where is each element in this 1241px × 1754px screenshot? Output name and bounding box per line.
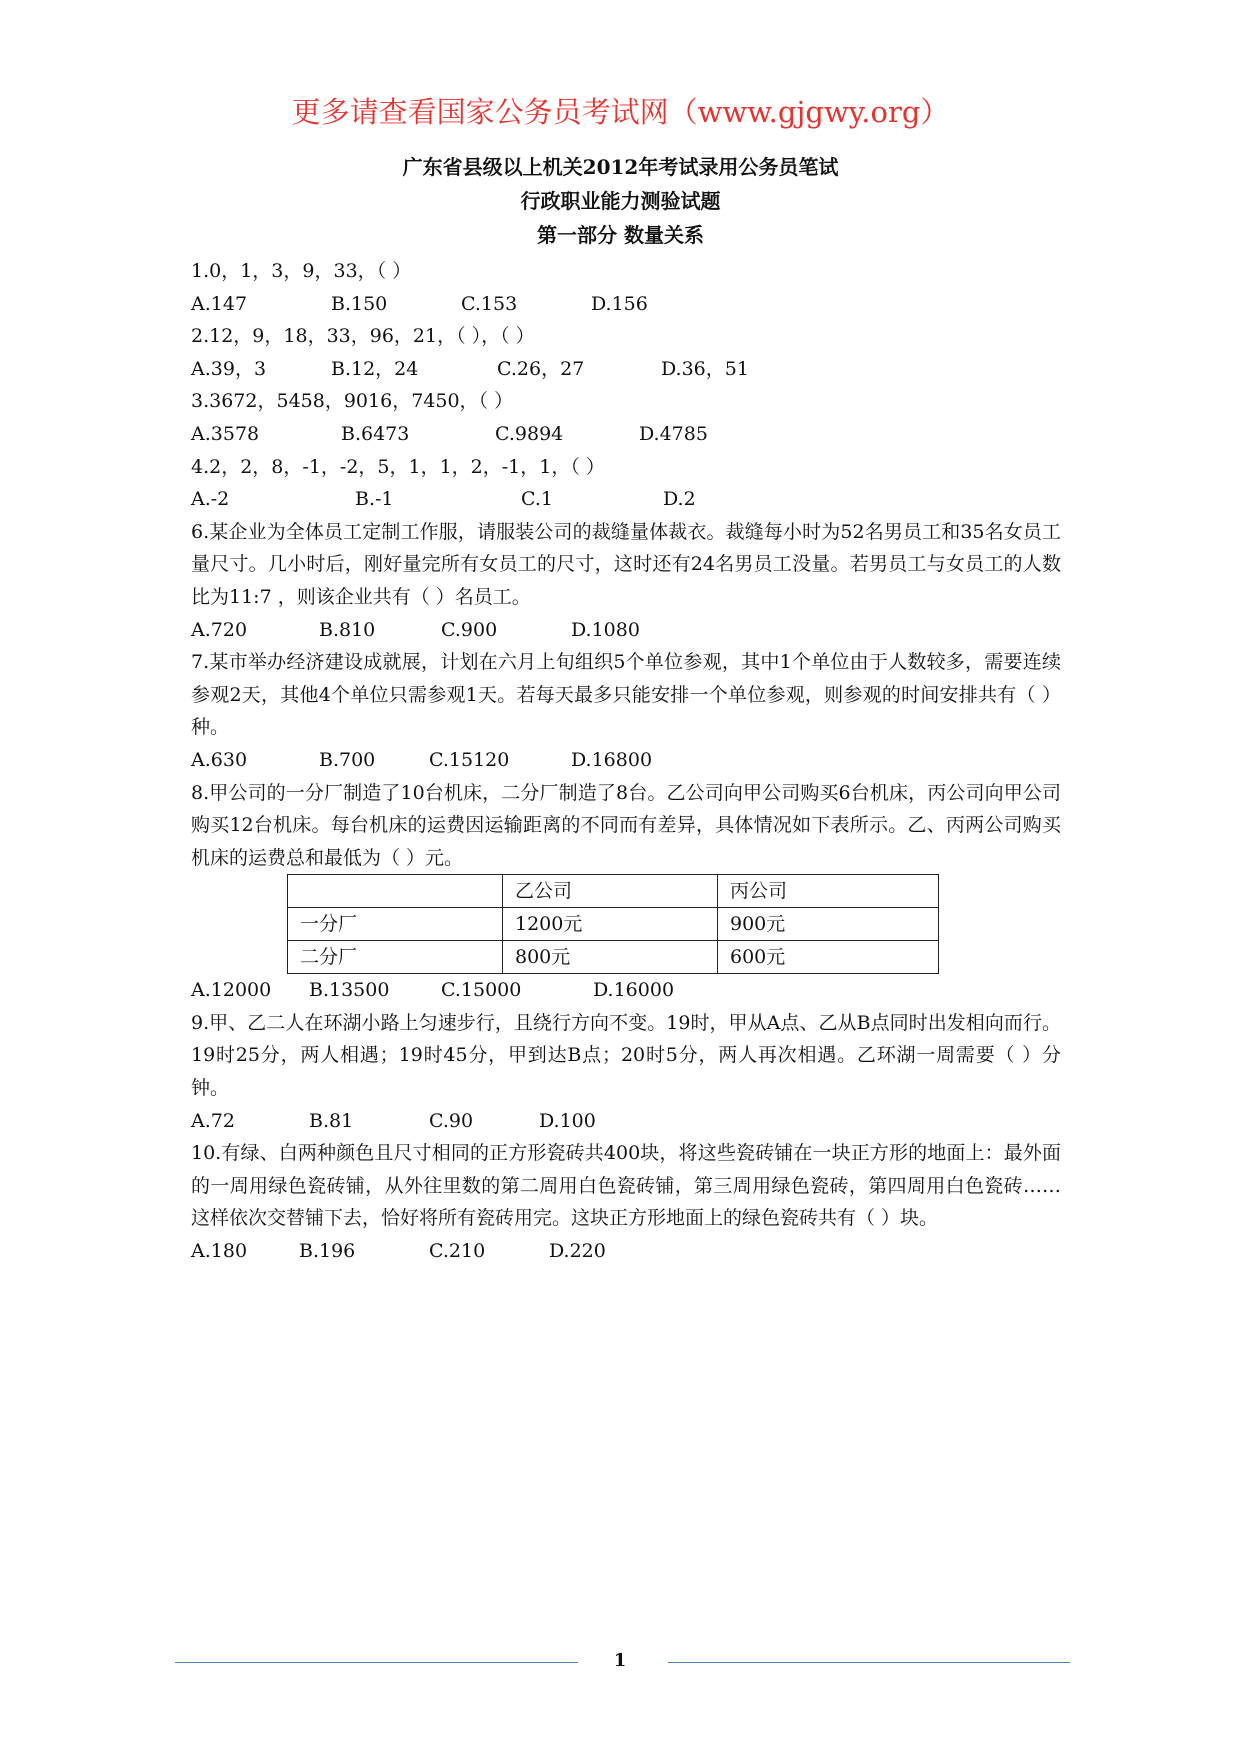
table-header-cell: 丙公司 bbox=[718, 875, 939, 908]
question-2-options bbox=[191, 353, 1061, 386]
question-9-options bbox=[191, 1105, 1061, 1138]
table-header-row bbox=[288, 875, 939, 908]
question-7-stem: 7.某市举办经济建设成就展，计划在六月上旬组织5个单位参观，其中1个单位由于人数较多，需要连续参观2天，其他4个单位只需参观1天。若每天最多只能安排一个单位参观，则参观的时间安排共有（ ）种。 bbox=[191, 651, 1061, 739]
option-c: C.26，27 bbox=[497, 357, 585, 380]
exam-subtitle: 行政职业能力测验试题 bbox=[520, 189, 721, 213]
table-cell: 1200元 bbox=[503, 908, 718, 941]
table-cell: 800元 bbox=[503, 941, 718, 974]
option-b: B.81 bbox=[309, 1109, 354, 1132]
question-4-stem: 4.2，2，8，-1，-2，5，1，1，2，-1，1，（ ） bbox=[191, 455, 605, 478]
question-8-options bbox=[191, 974, 1061, 1007]
option-c: C.15000 bbox=[441, 979, 522, 1002]
option-b: B.6473 bbox=[341, 422, 410, 445]
question-6-options bbox=[191, 614, 1061, 647]
option-a: A.147 bbox=[191, 292, 248, 315]
option-d: D.2 bbox=[663, 488, 696, 511]
page-number: 1 bbox=[613, 1650, 627, 1671]
table-cell: 600元 bbox=[718, 941, 939, 974]
question-3-stem: 3.3672，5458，9016，7450，（ ） bbox=[191, 390, 514, 413]
question-7-options bbox=[191, 744, 1061, 777]
option-d: D.220 bbox=[549, 1240, 606, 1263]
option-c: C.15120 bbox=[429, 748, 510, 771]
option-a: A.180 bbox=[191, 1240, 248, 1263]
exam-titles bbox=[0, 150, 1241, 252]
option-a: A.72 bbox=[191, 1109, 235, 1132]
option-b: B.12，24 bbox=[331, 357, 419, 380]
question-10-stem: 10.有绿、白两种颜色且尺寸相同的正方形瓷砖共400块，将这些瓷砖铺在一块正方形的地面上：最外面的一周用绿色瓷砖铺，从外往里数的第二周用白色瓷砖铺，第三周用绿色瓷砖，第四周用白色瓷砖……这样依次交替铺下去，恰好将所有瓷砖用完。这块正方形地面上的绿色瓷砖共有（ ）块。 bbox=[191, 1142, 1061, 1230]
question-1-options bbox=[191, 288, 1061, 321]
exam-title: 广东省县级以上机关2012年考试录用公务员笔试 bbox=[402, 155, 839, 179]
option-b: B.196 bbox=[299, 1240, 356, 1263]
question-6-stem: 6.某企业为全体员工定制工作服，请服装公司的裁缝量体裁衣。裁缝每小时为52名男员工和35名女员工量尺寸。几小时后，刚好量完所有女员工的尺寸，这时还有24名男员工没量。若男员工与女员工的人数比为11:7 ，则该企业共有（ ）名员工。 bbox=[191, 520, 1061, 608]
option-b: B.-1 bbox=[355, 488, 394, 511]
site-header: 更多请查看国家公务员考试网（www.gjgwy.org） bbox=[291, 95, 950, 129]
table-cell: 二分厂 bbox=[288, 941, 503, 974]
option-b: B.150 bbox=[331, 292, 388, 315]
option-b: B.700 bbox=[319, 748, 376, 771]
option-c: C.900 bbox=[441, 618, 498, 641]
question-1-stem: 1.0，1，3，9，33，（ ） bbox=[191, 260, 412, 282]
option-a: A.-2 bbox=[191, 488, 230, 511]
table-row bbox=[288, 941, 939, 974]
option-c: C.153 bbox=[461, 292, 518, 315]
table-header-cell: 乙公司 bbox=[503, 875, 718, 908]
option-c: C.210 bbox=[429, 1240, 486, 1263]
question-3-options bbox=[191, 418, 1061, 451]
option-c: C.90 bbox=[429, 1109, 474, 1132]
option-d: D.36，51 bbox=[661, 357, 749, 380]
section-title: 第一部分 数量关系 bbox=[537, 223, 704, 247]
question-8-stem: 8.甲公司的一分厂制造了10台机床，二分厂制造了8台。乙公司向甲公司购买6台机床，丙公司向甲公司购买12台机床。每台机床的运费因运输距离的不同而有差异，具体情况如下表所示。乙、丙两公司购买机床的运费总和最低为（ ）元。 bbox=[191, 781, 1061, 869]
table-cell: 一分厂 bbox=[288, 908, 503, 941]
option-a: A.630 bbox=[191, 748, 248, 771]
table-header-cell bbox=[288, 875, 503, 908]
question-2-stem: 2.12，9，18，33，96，21，（ ），（ ） bbox=[191, 325, 535, 348]
question-10-options bbox=[191, 1235, 1061, 1268]
option-a: A.3578 bbox=[191, 422, 260, 445]
option-d: D.1080 bbox=[571, 618, 640, 641]
table-row bbox=[288, 908, 939, 941]
question-9-stem: 9.甲、乙二人在环湖小路上匀速步行，且绕行方向不变。19时，甲从A点、乙从B点同时出发相向而行。19时25分，两人相遇；19时45分，甲到达B点；20时5分，两人再次相遇。乙环湖一周需要（ ）分钟。 bbox=[191, 1011, 1061, 1100]
question-4-options bbox=[191, 483, 1061, 516]
freight-table bbox=[287, 874, 939, 974]
option-c: C.9894 bbox=[495, 422, 564, 445]
question-list bbox=[191, 255, 1061, 1268]
option-d: D.16000 bbox=[593, 979, 675, 1002]
footer-rule-right bbox=[668, 1662, 1070, 1663]
table-cell: 900元 bbox=[718, 908, 939, 941]
option-b: B.810 bbox=[319, 618, 376, 641]
option-d: D.4785 bbox=[639, 422, 708, 445]
option-b: B.13500 bbox=[309, 979, 390, 1002]
option-a: A.39，3 bbox=[191, 357, 267, 380]
option-d: D.156 bbox=[591, 292, 648, 315]
option-c: C.1 bbox=[521, 488, 553, 511]
option-a: A.12000 bbox=[191, 979, 272, 1002]
option-a: A.720 bbox=[191, 618, 248, 641]
option-d: D.100 bbox=[539, 1109, 596, 1132]
footer-rule-left bbox=[175, 1662, 578, 1663]
option-d: D.16800 bbox=[571, 748, 653, 771]
